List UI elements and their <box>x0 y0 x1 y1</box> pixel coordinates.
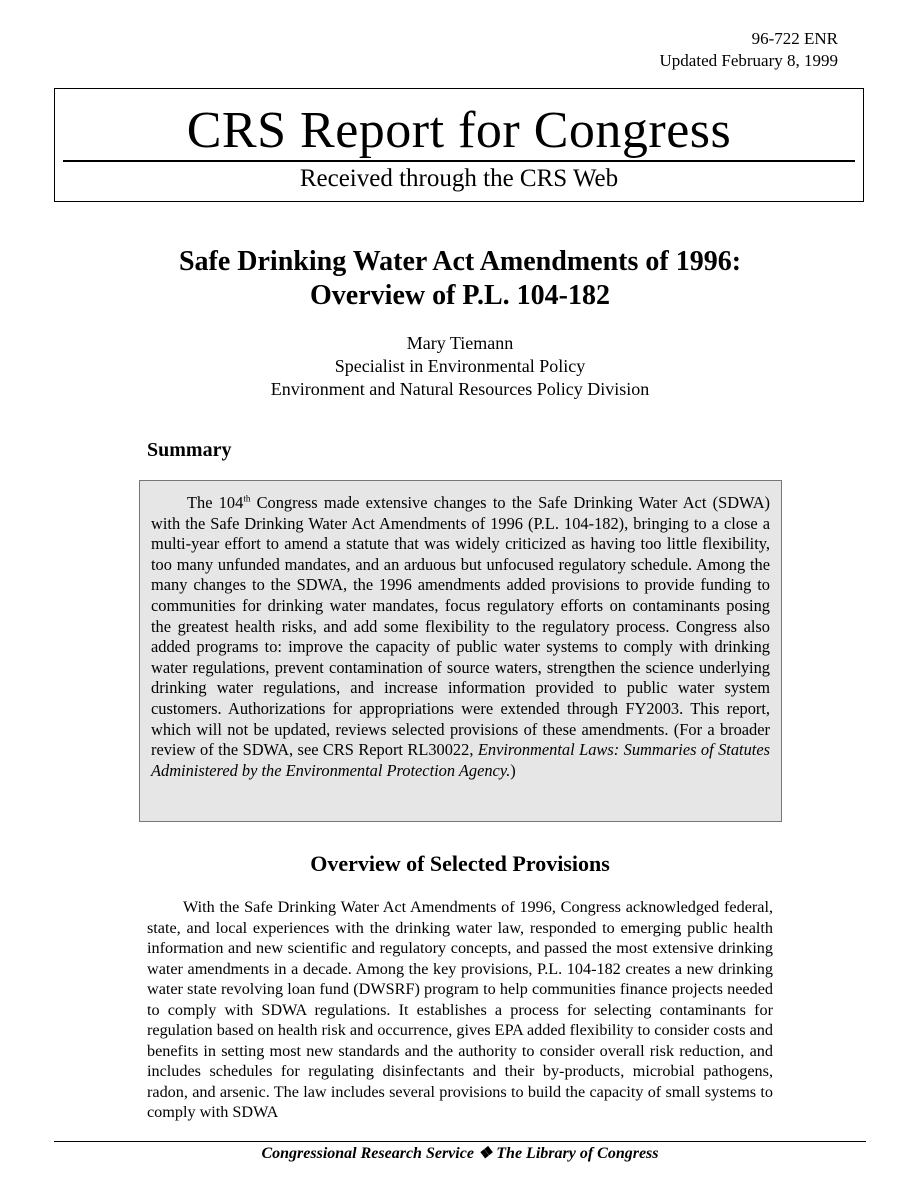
report-number: 96-722 ENR <box>751 29 838 48</box>
report-identifier <box>660 28 838 72</box>
summary-superscript: th <box>243 493 251 504</box>
document-title-line1: Safe Drinking Water Act Amendments of 1996: <box>178 246 742 277</box>
banner-title: CRS Report for Congress <box>186 102 732 159</box>
summary-box <box>139 480 782 822</box>
summary-heading: Summary <box>147 439 232 461</box>
summary-paragraph <box>151 493 770 781</box>
banner-subtitle: Received through the CRS Web <box>299 165 619 192</box>
footer-separator-icon: ❖ <box>477 1145 493 1162</box>
summary-text-lead: The 104 <box>187 493 244 512</box>
footer <box>0 1144 920 1164</box>
author-block <box>0 332 920 401</box>
report-updated-date: Updated February 8, 1999 <box>659 51 838 70</box>
author-name: Mary Tiemann <box>406 333 514 353</box>
summary-text-end: ) <box>510 760 516 780</box>
overview-paragraph: With the Safe Drinking Water Act Amendments of 1996, Congress acknowledged federal, state, and local experiences with the drinking water law, responded to emerging public health information and new scientific and regulatory concepts, and passed the most extensive drinking water amendments in a decade. Among the key provisions, P.L. 104-182 creates a new drinking water state revolving loan fund (DWSRF) program to help communities finance projects needed to comply with SDWA regulations. It establishes a process for selecting contaminants for regulation based on health risk and occurrence, gives EPA added flexibility to consider costs and benefits in setting most new standards and the authority to consider overall risk reduction, and includes schedules for regulating disinfectants and their by-products, microbial pathogens, radon, and arsenic. The law includes several provisions to build the capacity of small systems to comply with SDWA <box>147 898 773 1121</box>
footer-right: The Library of Congress <box>496 1145 659 1162</box>
document-title-line2: Overview of P.L. 104-182 <box>310 280 610 311</box>
overview-heading: Overview of Selected Provisions <box>310 851 610 876</box>
footer-left: Congressional Research Service <box>261 1145 474 1162</box>
summary-text-main: Congress made extensive changes to the Safe Drinking Water Act (SDWA) with the Safe Drinking Water Act Amendments of 1996 (P.L. 104-182), bringing to a close a multi-year effort to amend a statute that was widely criticized as having too little flexibility, too many unfunded mandates, and an arduous but unfocused regulatory schedule. Among the many changes to the SDWA, the 1996 amendments added provisions to provide funding to communities for drinking water mandates, focus regulatory efforts on contaminants posing the greatest health risks, and add some flexibility to the regulatory process. Congress also added programs to: improve the capacity of public water systems to comply with drinking water regulations, prevent contamination of source waters, strengthen the science underlying drinking water regulations, and increase information provided to public water system customers. Authorizations for appropriations were extended through FY2003. This report, which will not be updated, reviews selected provisions of these amendments. (For a broader review of the SDWA, see CRS Report RL30022, <box>151 493 770 760</box>
footer-divider <box>54 1141 866 1142</box>
summary-text-italic: Environmental Laws: Summaries of Statutes Administered by the Environmental Protection Agency. <box>151 740 770 780</box>
crs-banner <box>54 88 864 202</box>
document-title <box>0 245 920 313</box>
author-division: Environment and Natural Resources Policy Division <box>270 379 650 399</box>
author-title: Specialist in Environmental Policy <box>334 356 586 376</box>
banner-divider <box>63 160 855 162</box>
